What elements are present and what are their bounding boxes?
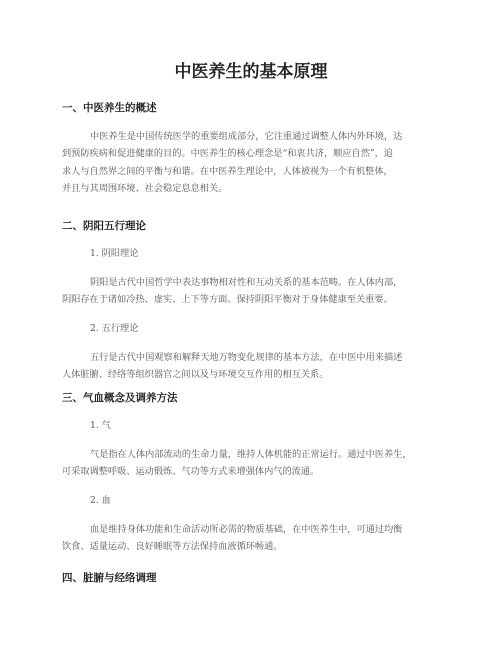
subsection-label: 1. 气 xyxy=(90,420,111,431)
subsection-label: 2. 血 xyxy=(90,494,111,506)
paragraph xyxy=(62,128,442,197)
paragraph-line: 人体脏腑、经络等组织器官之间以及与环境交互作用的相互关系。 xyxy=(62,368,329,380)
paragraph-line: 到预防疾病和促进健康的目的。中医养生的核心理念是“和衷共济，顺应自然”，追 xyxy=(62,148,393,160)
paragraph-line: 血是维持身体功能和生命活动所必需的物质基础，在中医养生中，可通过均衡 xyxy=(90,523,403,535)
paragraph-line: 阴阳是古代中国哲学中表达事物相对性和互动关系的基本范畴。在人体内部， xyxy=(90,277,403,288)
paragraph xyxy=(62,274,442,309)
paragraph xyxy=(62,521,442,556)
paragraph-line: 求人与自然界之间的平衡与和谐。在中医养生理论中，人体被视为一个有机整体， xyxy=(62,165,393,177)
paragraph xyxy=(62,349,442,384)
section-heading: 四、脏腑与经络调理 xyxy=(62,572,157,584)
document-title: 中医养生的基本原理 xyxy=(174,62,328,82)
section-heading: 一、中医养生的概述 xyxy=(62,102,157,114)
subsection-label: 2. 五行理论 xyxy=(90,322,139,334)
paragraph-line: 阴阳存在于诸如冷热、虚实、上下等方面。保持阴阳平衡对于身体健康至关重要。 xyxy=(62,294,393,306)
paragraph-line: 并且与其周围环境、社会稳定息息相关。 xyxy=(62,182,228,194)
paragraph-line: 可采取调整呼吸、运动锻炼、气功等方式来增强体内气的流通。 xyxy=(62,466,320,478)
paragraph-line: 饮食、适量运动、良好睡眠等方法保持血液循环畅通。 xyxy=(62,540,283,552)
section-heading: 二、阴阳五行理论 xyxy=(62,220,146,232)
subsection-label: 1. 阴阳理论 xyxy=(90,248,139,259)
paragraph xyxy=(62,446,442,481)
paragraph-line: 气是指在人体内部流动的生命力量，维持人体机能的正常运行。通过中医养生， xyxy=(90,449,412,460)
section-overview xyxy=(62,100,442,197)
section-zangfu-jingluo xyxy=(62,570,442,586)
section-qi-blood xyxy=(62,390,442,555)
section-heading: 三、气血概念及调养方法 xyxy=(62,392,178,404)
paragraph-line: 五行是古代中国观察和解释天地万物变化规律的基本方法，在中医中用来描述 xyxy=(90,351,403,363)
section-yinyang-wuxing xyxy=(62,218,442,383)
paragraph-line: 中医养生是中国传统医学的重要组成部分，它注重通过调整人体内外环境，达 xyxy=(90,131,403,142)
